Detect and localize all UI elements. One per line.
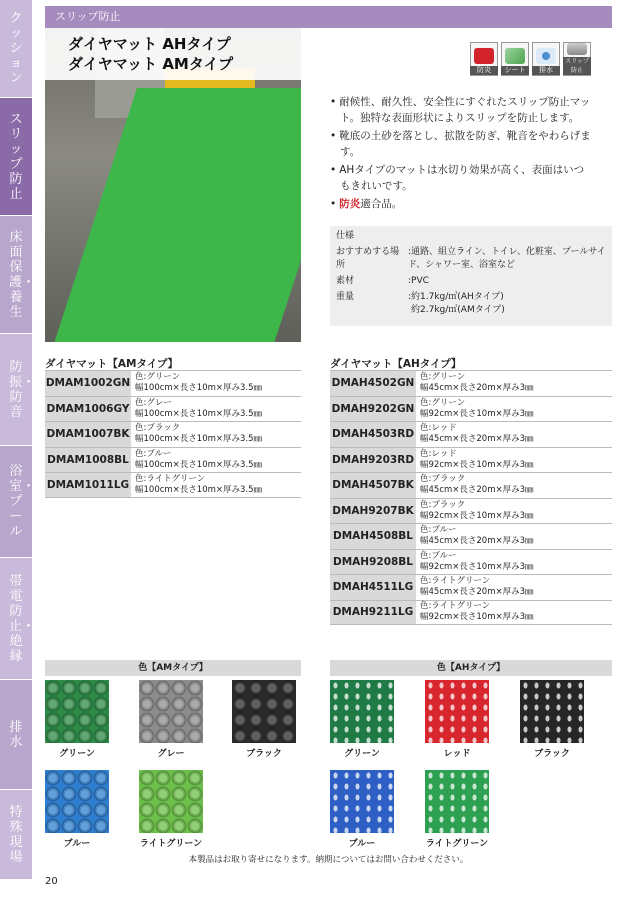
ah-product-table bbox=[330, 370, 612, 625]
product-size: 幅100cm×長さ10m×厚み3.5㎜ bbox=[135, 383, 263, 394]
product-size: 幅92cm×長さ10m×厚み3㎜ bbox=[420, 408, 534, 419]
table-row bbox=[330, 370, 612, 396]
feature-icons bbox=[470, 42, 591, 76]
table-row bbox=[330, 574, 612, 600]
product-color: 色:レッド bbox=[420, 448, 457, 459]
swatch-label: ブルー bbox=[63, 839, 91, 849]
product-size: 幅100cm×長さ10m×厚み3.5㎜ bbox=[135, 459, 263, 470]
table-row bbox=[330, 523, 612, 549]
category-header: スリップ防止 bbox=[45, 6, 612, 28]
sidebar-tab-vibration[interactable] bbox=[0, 334, 36, 446]
product-desc bbox=[131, 448, 262, 473]
product-size: 幅92cm×長さ10m×厚み3㎜ bbox=[420, 561, 534, 572]
product-color: 色:グリーン bbox=[135, 372, 181, 383]
product-desc bbox=[416, 499, 534, 524]
sidebar bbox=[0, 0, 36, 880]
sidebar-tab-label: 浴室・プール bbox=[9, 464, 36, 539]
sidebar-tab-drain[interactable] bbox=[0, 680, 32, 790]
product-desc bbox=[416, 422, 534, 447]
product-color: 色:ライトグリーン bbox=[135, 473, 206, 484]
product-color: 色:ライトグリーン bbox=[420, 576, 491, 587]
product-desc bbox=[131, 422, 262, 447]
product-desc bbox=[416, 575, 534, 600]
product-code: DMAH4503RD bbox=[330, 422, 416, 447]
feature-item: • AHタイプのマットは水切り効果が高く、表面はいつもきれいです。 bbox=[330, 162, 592, 194]
am-table-title: ダイヤマット【AMタイプ】 bbox=[45, 358, 179, 370]
table-row bbox=[330, 472, 612, 498]
page-number: 20 bbox=[45, 876, 58, 887]
feature-list bbox=[330, 94, 592, 214]
sidebar-tab-slip[interactable] bbox=[0, 98, 32, 216]
swatch-label: グリーン bbox=[344, 749, 380, 759]
color-swatch bbox=[45, 770, 109, 833]
swatch-label: レッド bbox=[443, 749, 471, 759]
swatch-label: ブラック bbox=[534, 749, 570, 759]
table-row bbox=[330, 600, 612, 626]
spec-value-line: 約2.7kg/㎡(AMタイプ) bbox=[411, 305, 505, 315]
product-size: 幅45cm×長さ20m×厚み3㎜ bbox=[420, 587, 534, 598]
product-size: 幅92cm×長さ10m×厚み3㎜ bbox=[420, 459, 534, 470]
swatch-label: ライトグリーン bbox=[139, 839, 203, 849]
title-line-1: ダイヤマット AHタイプ bbox=[68, 35, 231, 53]
color-swatch bbox=[425, 770, 489, 833]
product-code: DMAH9211LG bbox=[330, 601, 416, 625]
table-row bbox=[45, 421, 301, 447]
color-swatch bbox=[139, 680, 203, 743]
table-row bbox=[45, 447, 301, 473]
product-code: DMAM1002GN bbox=[45, 371, 131, 396]
spec-key: 重量 bbox=[336, 292, 355, 302]
spec-box bbox=[330, 226, 612, 326]
color-swatch bbox=[425, 680, 489, 743]
product-code: DMAM1007BK bbox=[45, 422, 131, 447]
product-desc bbox=[416, 448, 534, 473]
drain-icon bbox=[532, 42, 560, 76]
table-row bbox=[45, 472, 301, 498]
anti-slip-icon-label: スリップ防止 bbox=[563, 57, 591, 75]
spec-key: 素材 bbox=[336, 276, 355, 286]
color-swatch bbox=[232, 680, 296, 743]
product-code: DMAH9207BK bbox=[330, 499, 416, 524]
title-line-2: ダイヤマット AMタイプ bbox=[68, 55, 234, 73]
color-swatch bbox=[139, 770, 203, 833]
color-swatch bbox=[45, 680, 109, 743]
spec-value: :PVC bbox=[408, 276, 429, 286]
table-row bbox=[45, 396, 301, 422]
product-color: 色:グレー bbox=[135, 397, 172, 408]
sidebar-tab-special[interactable] bbox=[0, 790, 32, 880]
product-color: 色:レッド bbox=[420, 423, 457, 434]
spec-value bbox=[408, 291, 606, 317]
sidebar-tab-label: 特殊現場 bbox=[9, 804, 23, 865]
footer-note: 本製品はお取り寄せになります。納期についてはお問い合わせください。 bbox=[188, 855, 469, 865]
spec-row bbox=[336, 275, 606, 288]
sidebar-tab-label: 防振・防音 bbox=[9, 359, 36, 420]
product-desc bbox=[416, 473, 534, 498]
product-desc bbox=[131, 397, 262, 422]
product-color: 色:ブルー bbox=[420, 550, 457, 561]
product-code: DMAH4507BK bbox=[330, 473, 416, 498]
product-size: 幅45cm×長さ20m×厚み3㎜ bbox=[420, 434, 534, 445]
feature-item: • 耐候性、耐久性、安全性にすぐれたスリップ防止マット。独特な表面形状によりスリップを防止します。 bbox=[330, 94, 592, 126]
sidebar-tab-label: クッション bbox=[9, 11, 23, 86]
am-product-table bbox=[45, 370, 301, 498]
fire-rest: 適合品。 bbox=[360, 198, 403, 210]
color-swatch bbox=[520, 680, 584, 743]
product-code: DMAH4511LG bbox=[330, 575, 416, 600]
product-size: 幅100cm×長さ10m×厚み3.5㎜ bbox=[135, 434, 263, 445]
product-desc bbox=[131, 371, 262, 396]
spec-value: :通路、組立ライン、トイレ、化粧室、プールサイド、シャワー室、浴室など bbox=[408, 247, 606, 270]
product-code: DMAH4508BL bbox=[330, 524, 416, 549]
spec-row bbox=[336, 291, 606, 317]
sidebar-tab-label: スリップ防止 bbox=[9, 111, 23, 202]
product-size: 幅100cm×長さ10m×厚み3.5㎜ bbox=[135, 484, 263, 495]
product-code: DMAH9203RD bbox=[330, 448, 416, 473]
sheet-icon-label: シート bbox=[501, 66, 529, 75]
table-row bbox=[330, 498, 612, 524]
swatch-label: ブルー bbox=[348, 839, 376, 849]
product-desc bbox=[416, 601, 534, 625]
product-code: DMAM1006GY bbox=[45, 397, 131, 422]
drain-icon-label: 排水 bbox=[532, 66, 560, 75]
product-color: 色:グリーン bbox=[420, 397, 466, 408]
feature-item: • 靴底の土砂を落とし、拡散を防ぎ、靴音をやわらげます。 bbox=[330, 128, 592, 160]
product-desc bbox=[416, 550, 534, 575]
swatch-label: ブラック bbox=[246, 749, 282, 759]
product-color: 色:ブラック bbox=[420, 474, 466, 485]
product-color: 色:ライトグリーン bbox=[420, 601, 491, 612]
sidebar-tab-label: 帯電防止・絶縁 bbox=[9, 573, 36, 664]
am-colors-heading: 色【AMタイプ】 bbox=[45, 660, 301, 676]
feature-item-fire bbox=[330, 196, 592, 212]
sidebar-tab-bath[interactable] bbox=[0, 446, 36, 558]
product-size: 幅45cm×長さ20m×厚み3㎜ bbox=[420, 485, 534, 496]
product-code: DMAM1008BL bbox=[45, 448, 131, 473]
product-color: 色:ブラック bbox=[420, 499, 466, 510]
product-desc bbox=[416, 371, 534, 396]
ah-table-title: ダイヤマット【AHタイプ】 bbox=[330, 358, 462, 370]
sidebar-tab-label: 排水 bbox=[9, 719, 23, 750]
fire-highlight: 防炎 bbox=[339, 198, 361, 210]
product-size: 幅45cm×長さ20m×厚み3㎜ bbox=[420, 383, 534, 394]
sidebar-tab-antistatic[interactable] bbox=[0, 558, 36, 680]
product-color: 色:グリーン bbox=[420, 372, 466, 383]
spec-key: おすすめする場所 bbox=[336, 247, 400, 270]
mat-shape bbox=[45, 88, 301, 342]
color-swatch bbox=[330, 770, 394, 833]
sidebar-tab-label: 床面保護・養生 bbox=[9, 229, 36, 320]
product-size: 幅92cm×長さ10m×厚み3㎜ bbox=[420, 612, 534, 623]
product-color: 色:ブルー bbox=[420, 525, 457, 536]
sidebar-tab-floor[interactable] bbox=[0, 216, 36, 334]
fire-icon-label: 防炎 bbox=[470, 66, 498, 75]
table-row bbox=[45, 370, 301, 396]
sidebar-tab-cushion[interactable] bbox=[0, 0, 32, 98]
product-code: DMAH9202GN bbox=[330, 397, 416, 422]
anti-slip-icon bbox=[563, 42, 591, 76]
fire-icon bbox=[470, 42, 498, 76]
spec-heading: 仕様 bbox=[336, 231, 355, 241]
product-size: 幅100cm×長さ10m×厚み3.5㎜ bbox=[135, 408, 263, 419]
spec-value-line: :約1.7kg/㎡(AHタイプ) bbox=[408, 292, 504, 302]
product-size: 幅92cm×長さ10m×厚み3㎜ bbox=[420, 510, 534, 521]
product-desc bbox=[416, 397, 534, 422]
swatch-label: グレー bbox=[157, 749, 185, 759]
table-row bbox=[330, 549, 612, 575]
table-row bbox=[330, 447, 612, 473]
page-title bbox=[68, 34, 233, 74]
product-code: DMAM1011LG bbox=[45, 473, 131, 497]
color-swatch bbox=[330, 680, 394, 743]
swatch-label: グリーン bbox=[59, 749, 95, 759]
swatch-label: ライトグリーン bbox=[425, 839, 489, 849]
product-code: DMAH4502GN bbox=[330, 371, 416, 396]
spec-row bbox=[336, 246, 606, 272]
table-row bbox=[330, 396, 612, 422]
sheet-icon bbox=[501, 42, 529, 76]
product-desc bbox=[416, 524, 534, 549]
ah-colors-heading: 色【AHタイプ】 bbox=[330, 660, 612, 676]
product-desc bbox=[131, 473, 262, 497]
product-color: 色:ブルー bbox=[135, 448, 172, 459]
product-size: 幅45cm×長さ20m×厚み3㎜ bbox=[420, 536, 534, 547]
product-code: DMAH9208BL bbox=[330, 550, 416, 575]
table-row bbox=[330, 421, 612, 447]
product-color: 色:ブラック bbox=[135, 423, 181, 434]
